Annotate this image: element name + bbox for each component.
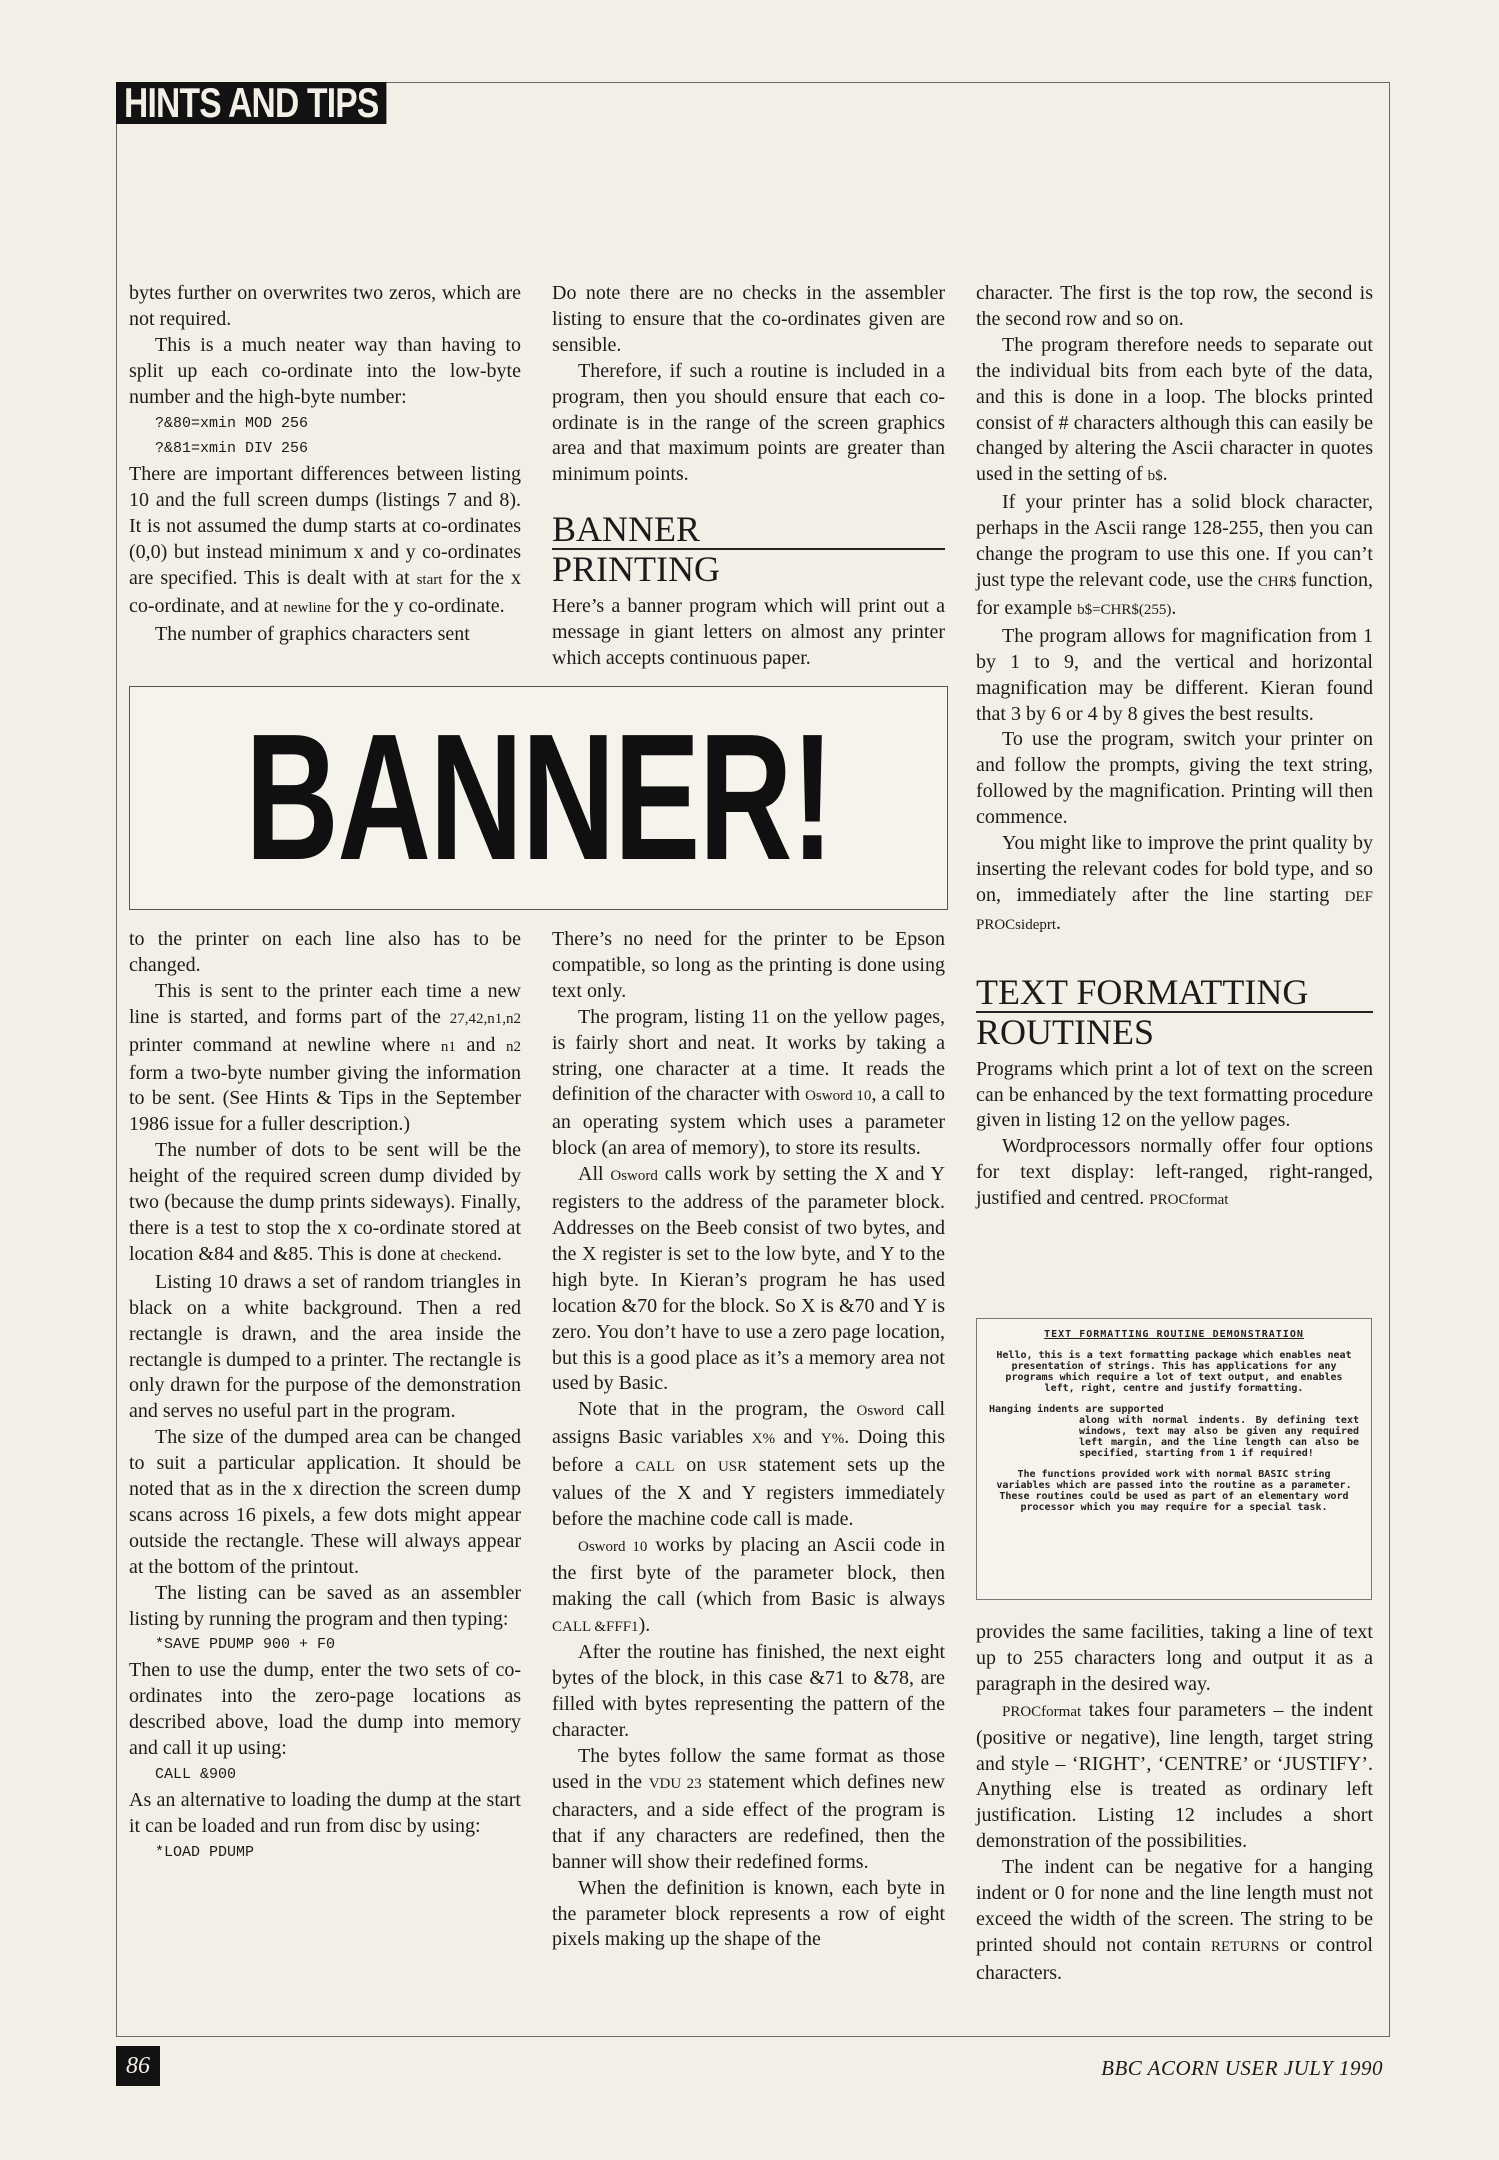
- paragraph: The bytes follow the same format as those used in the VDU 23 statement which defines new characters, and a side effect of the program is that if any characters are redefined, then the banner will show their redefined forms.: [552, 1745, 945, 1873]
- code-term: CALL: [635, 1459, 675, 1476]
- demo-title: TEXT FORMATTING ROUTINE DEMONSTRATION: [1044, 1329, 1304, 1340]
- paragraph: The size of the dumped area can be changed to suit a particular application. It should be noted that as in the x direction the screen dump scans across 16 pixels, a few dots might appear outside the rectangle. These will always appear at the bottom of the printout.: [129, 1426, 521, 1578]
- code-line: *SAVE PDUMP 900 + F0: [155, 1636, 336, 1654]
- code-term: CHR$: [1257, 573, 1297, 590]
- column-1-top: [129, 281, 521, 648]
- demo-hanging-text: along with normal indents. By defining text windows, text may also be given any required left margin, and the line length can also be specified, starting from 1 if required!: [1079, 1415, 1359, 1459]
- paragraph: Wordprocessors normally offer four options for text display: left-ranged, right-ranged, justified and centred. PROCformat: [976, 1135, 1373, 1210]
- paragraph: All Osword calls work by setting the X and Y registers to the address of the parameter block. Addresses on the Beeb consist of two bytes, and the X register is set to the low byte, and Y to the high byte. In Kieran’s program he has used location &70 for the block. So X is &70 and Y is zero. You don’t have to use a zero page location, but this is a good place as it’s a memory area not used by Basic.: [552, 1163, 945, 1395]
- code-term: n2: [506, 1038, 521, 1055]
- code-line: ?&80=xmin MOD 256: [155, 414, 309, 432]
- code-term: start: [416, 571, 443, 588]
- paragraph: Do note there are no checks in the assembler listing to ensure that the co-ordinates given are sensible.: [552, 282, 945, 356]
- code-term: X%: [751, 1431, 776, 1448]
- code-term: DEF PROCsideprt: [976, 888, 1373, 933]
- demo-centred-text: Hello, this is a text formatting package which enables neat presentation of strings. This has applications for any programs which require a lot of text output, and enables left, right, centre and justify formatting.: [996, 1350, 1352, 1394]
- heading-line: ROUTINES: [976, 1011, 1154, 1052]
- paragraph: The program allows for magnification from 1 by 1 to 9, and the vertical and horizontal magnification may be different. Kieran found that 3 by 6 or 4 by 8 gives the best results.: [976, 624, 1373, 725]
- magazine-footer: BBC ACORN USER JULY 1990: [1101, 2056, 1383, 2080]
- section-heading: [976, 973, 1373, 1051]
- code-term: Osword: [610, 1168, 658, 1185]
- paragraph: The number of dots to be sent will be the height of the required screen dump divided by two (because the dump prints sideways). Finally, there is a test to stop the x co-ordinate stored at location &84 and &85. This is done at checkend.: [129, 1139, 521, 1265]
- page-number: 86: [116, 2046, 160, 2086]
- paragraph: Listing 10 draws a set of random triangles in black on a white background. Then a red rectangle is drawn, and the area inside the rectangle is dumped to a printer. The rectangle is only drawn for the purpose of the demonstration and serves no useful part in the program.: [129, 1270, 521, 1423]
- heading-line: BANNER: [552, 510, 945, 550]
- paragraph: PROCformat takes four parameters – the indent (positive or negative), line length, target string and style – ‘RIGHT’, ‘CENTRE’ or ‘JUSTIFY’. Anything else is treated as ordinary left justification. Listing 12 includes a short demonstration of the possibilities.: [976, 1698, 1373, 1853]
- code-term: 27,42,n1,n2: [449, 1010, 521, 1027]
- paragraph: Then to use the dump, enter the two sets of co-ordinates into the zero-page locations as described above, load the dump into memory and call it up using:: [129, 1659, 521, 1760]
- heading-line: TEXT FORMATTING: [976, 973, 1373, 1013]
- column-2-bottom: [552, 927, 945, 1953]
- code-term: b$: [1147, 468, 1163, 485]
- demo-hanging-label: Hanging indents are supported: [989, 1404, 1164, 1415]
- code-term: newline: [283, 599, 331, 616]
- paragraph: You might like to improve the print quality by inserting the relevant codes for bold type, and so on, immediately after the line starting DEF PROCsideprt.: [976, 832, 1373, 934]
- paragraph: There’s no need for the printer to be Epson compatible, so long as the printing is done using text only.: [552, 928, 945, 1002]
- column-3-continued: [976, 1620, 1373, 1987]
- code-line: *LOAD PDUMP: [155, 1843, 255, 1861]
- paragraph: This is sent to the printer each time a new line is started, and forms part of the 27,42,n1,n2 printer command at newline where n1 and n2 form a two-byte number giving the information to be sent. (See Hints & Tips in the September 1986 issue for a fuller description.): [129, 979, 521, 1136]
- code-term: RETURNS: [1211, 1938, 1280, 1955]
- paragraph: This is a much neater way than having to split up each co-ordinate into the low-byte number and the high-byte number:: [129, 333, 521, 408]
- heading-line: PRINTING: [552, 549, 720, 590]
- code-term: Y%: [820, 1431, 845, 1448]
- code-term: CALL &FFF1: [552, 1618, 639, 1635]
- paragraph: Note that in the program, the Osword call assigns Basic variables X% and Y%. Doing this before a CALL on USR statement sets up the values of the X and Y registers immediately before the machine code call is made.: [552, 1398, 946, 1530]
- banner-text: BANNER!: [244, 697, 833, 898]
- paragraph: After the routine has finished, the next eight bytes of the block, in this case &71 to &78, are filled with bytes representing the pattern of the character.: [552, 1641, 945, 1742]
- demo-screen-image: [976, 1318, 1372, 1600]
- paragraph: If your printer has a solid block character, perhaps in the Ascii range 128-255, then you can change the program to use this one. If you can’t just type the relevant code, use the CHR$ function, for example b$=CHR$(255).: [976, 491, 1374, 619]
- code-term: USR: [717, 1459, 748, 1476]
- paragraph: The number of graphics characters sent: [155, 622, 470, 645]
- code-term: n1: [440, 1038, 456, 1055]
- paragraph: As an alternative to loading the dump at the start it can be loaded and run from disc by using:: [129, 1788, 521, 1837]
- demo-centred-text: The functions provided work with normal BASIC string variables which are passed into the routine as a parameter. These routines could be used as part of an elementary word processor which you may require for a special task.: [996, 1469, 1352, 1513]
- paragraph: Therefore, if such a routine is included in a program, then you should ensure that each co-ordinate is in the range of the screen graphics area and that maximum points are greater than minimum points.: [552, 359, 945, 486]
- code-term: PROCformat: [1002, 1703, 1082, 1720]
- paragraph: bytes further on overwrites two zeros, which are not required.: [129, 282, 521, 330]
- paragraph: There are important differences between listing 10 and the full screen dumps (listings 7 and 8). It is not assumed the dump starts at co-ordinates (0,0) but instead minimum x and y co-ordinates are specified. This is dealt with at start for the x co-ordinate, and at newline for the y co-ordinate.: [129, 463, 521, 617]
- paragraph: The indent can be negative for a hanging indent or 0 for none and the line length must not exceed the width of the screen. The string to be printed should not contain RETURNS or control characters.: [976, 1856, 1373, 1984]
- paragraph: The program, listing 11 on the yellow pages, is fairly short and neat. It works by taking a string, one character at a time. It reads the definition of the character with Osword 10, a call to an operating system which uses a parameter block (an area of memory), to store its results.: [552, 1005, 945, 1160]
- paragraph: Here’s a banner program which will print out a message in giant letters on almost any printer which accepts continuous paper.: [552, 595, 945, 670]
- code-term: b$=CHR$(255): [1077, 601, 1172, 618]
- paragraph: Programs which print a lot of text on the screen can be enhanced by the text formatting procedure given in listing 12 on the yellow pages.: [976, 1057, 1373, 1132]
- code-line: ?&81=xmin DIV 256: [155, 440, 309, 458]
- banner-illustration: [129, 686, 948, 910]
- code-term: Osword 10: [578, 1538, 648, 1555]
- paragraph: character. The first is the top row, the second is the second row and so on.: [976, 282, 1373, 330]
- paragraph: provides the same facilities, taking a line of text up to 255 characters long and output it as a paragraph in the desired way.: [976, 1621, 1373, 1695]
- code-term: VDU 23: [648, 1776, 702, 1792]
- paragraph: to the printer on each line also has to be changed.: [129, 928, 521, 976]
- paragraph: Osword 10 works by placing an Ascii code in the first byte of the parameter block, then making the call (which from Basic is always CALL &FFF1).: [552, 1533, 945, 1636]
- code-term: checkend: [440, 1247, 497, 1264]
- paragraph: To use the program, switch your printer on and follow the prompts, giving the text string, followed by the magnification. Printing will then commence.: [976, 728, 1373, 829]
- section-heading: [552, 510, 945, 588]
- paragraph: The listing can be saved as an assembler listing by running the program and then typing:: [129, 1581, 521, 1630]
- code-term: Osword: [856, 1403, 905, 1420]
- paragraph: The program therefore needs to separate out the individual bits from each byte of the data, and this is done in a loop. The blocks printed consist of # characters although this can easily be changed by altering the Ascii character in quotes used in the setting of b$.: [976, 333, 1373, 486]
- column-2-top: [552, 281, 945, 672]
- code-term: Osword 10: [805, 1088, 872, 1105]
- demo-hanging-block: [989, 1404, 1359, 1459]
- column-3: [976, 281, 1373, 1214]
- code-term: PROCformat: [1149, 1192, 1229, 1209]
- section-tag: HINTS AND TIPS: [116, 82, 387, 124]
- code-line: CALL &900: [155, 1766, 237, 1783]
- paragraph: When the definition is known, each byte in the parameter block represents a row of eight pixels making up the shape of the: [552, 1876, 945, 1951]
- column-1-bottom: [129, 927, 521, 1866]
